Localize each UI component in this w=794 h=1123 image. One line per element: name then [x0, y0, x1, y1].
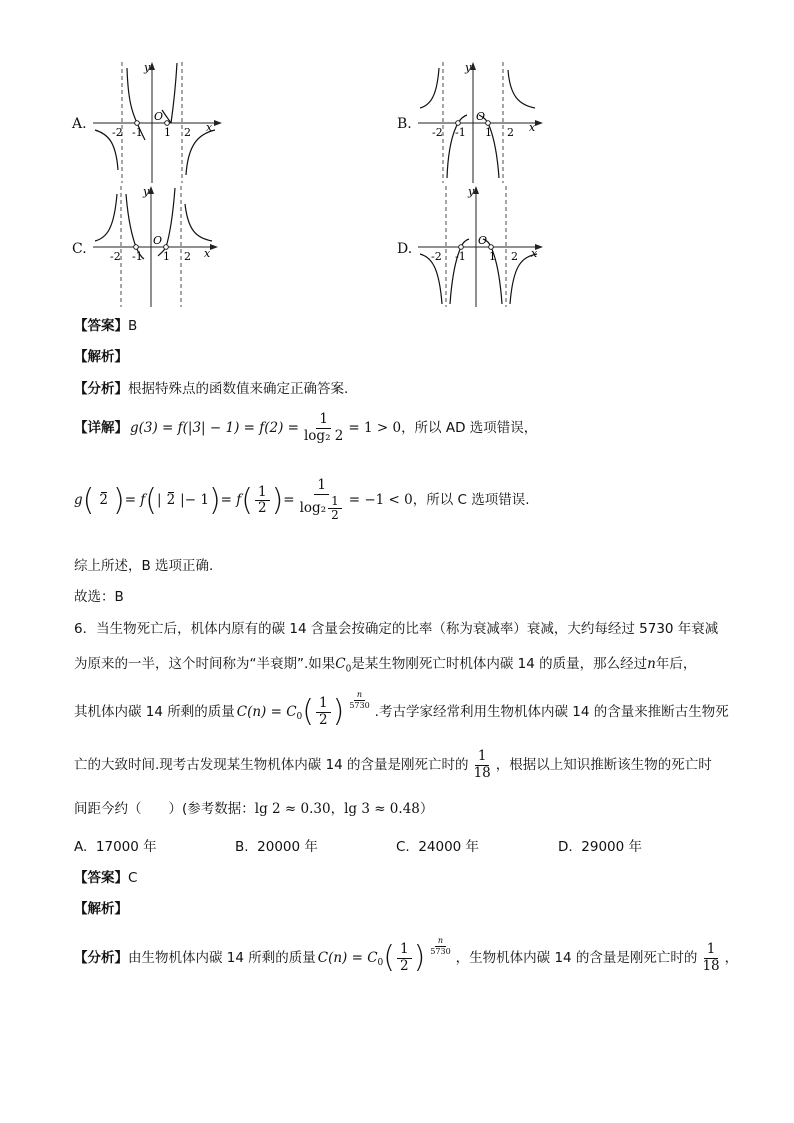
tick-label: 2 [184, 250, 191, 263]
q6-option-a[interactable]: A. 17000 年 [74, 839, 157, 855]
q6-line2: 为原来的一半，这个时间称为“半衰期”.如果$C_0$是某生物刚死亡时机体内碳 14 的质量，那么经过n年后， [74, 656, 697, 675]
q6-line5: 间距今约（ ）(参考数据：lg 2 ≈ 0.30，lg 3 ≈ 0.48） [74, 801, 434, 817]
tick-label: -1 [132, 126, 143, 139]
tick-label: 1 [163, 250, 170, 263]
y-axis-label: y [143, 185, 150, 198]
answer-value: B [128, 318, 138, 334]
q6-answer-line: 【答案】C [74, 870, 138, 886]
q5-choice: 故选：B [74, 589, 124, 605]
origin-label: O [478, 234, 488, 247]
tick-label: -2 [112, 126, 123, 139]
tick-label: 1 [164, 126, 171, 139]
tick-label: -1 [455, 250, 466, 263]
formula-g: g [74, 492, 83, 509]
x-arrow [214, 120, 222, 126]
tick-label: 1 [485, 126, 492, 139]
q6-option-d[interactable]: D. 29000 年 [558, 839, 643, 855]
fenxi-text: 根据特殊点的函数值来确定正确答案. [128, 381, 349, 397]
q6-line3: 其机体内碳 14 所剩的质量 C(n) = C 0 ( $\frac{1}{2}$ ) $\frac{n}{5730}$ .考古学家经常利用生物机体内碳 14 的含量来推断古生物死 [74, 690, 729, 729]
q6-fenxi-line: 【分析】 由生物机体内碳 14 所剩的质量 C(n) = C 0 ( $\frac{1}{2}$ ) $\frac{n}{5730}$ ，生物机体内碳 14 的含量是刚死亡时的 $\frac{1}{18}$ ， [74, 936, 739, 975]
tick-label: -1 [132, 250, 143, 263]
option-d-label: D. [397, 241, 413, 257]
origin-label: O [153, 234, 163, 247]
tick-label: 2 [511, 250, 518, 263]
q5-summary: 综上所述，B 选项正确. [74, 558, 214, 574]
tick-label: -1 [455, 126, 466, 139]
q6-option-b[interactable]: B. 20000 年 [235, 839, 318, 855]
answer-tag: 【答案】 [74, 318, 128, 334]
detail-tag: 【详解】 [74, 419, 128, 436]
graph-a [90, 60, 225, 185]
y-axis-label: y [144, 61, 151, 74]
q5-fenxi-line [74, 381, 348, 397]
q5-analysis-tag: 【解析】 [74, 349, 128, 365]
graph-b [415, 60, 550, 185]
tick-label: -2 [432, 126, 443, 139]
tick-label: 1 [489, 250, 496, 263]
frac-den-log: log₂ 2 [303, 427, 344, 444]
option-c-label: C. [72, 241, 87, 257]
formula-eq1: = 1 > 0 [348, 419, 402, 436]
q6-option-c[interactable]: C. 24000 年 [396, 839, 480, 855]
detail-line2-tail: ，所以 C 选项错误. [412, 492, 530, 509]
q5-answer-line [74, 318, 137, 334]
graph-c [90, 184, 225, 309]
fenxi-tag: 【分析】 [74, 381, 128, 397]
origin-label: O [476, 110, 486, 123]
q6-line1: 6．当生物死亡后，机体内原有的碳 14 含量会按确定的比率（称为衰减率）衰减，大约每经过 5730 年衰减 [74, 621, 719, 637]
x-axis-label: x [529, 121, 536, 134]
q6-analysis-tag: 【解析】 [74, 901, 128, 917]
x-axis-label: x [206, 121, 213, 134]
tick-label: -2 [431, 250, 442, 263]
tick-label: 2 [507, 126, 514, 139]
frac-num: 1 [316, 412, 331, 429]
option-b-label: B. [397, 116, 412, 132]
y-axis-label: y [465, 61, 472, 74]
tick-label: 2 [184, 126, 191, 139]
q5-detail-line2: g ( 2 ) = f ( | 2 | − 1 ) = f ( $\frac{1}{2}$ ) = 1 log₂ $\frac{1}{2}$ = −1 < 0 ，所以 C 选项错误. [74, 477, 530, 523]
q6-line4: 亡的大致时间.现考古发现某生物机体内碳 14 的含量是刚死亡时的 $\frac{1}{18}$ ，根据以上知识推断该生物的死亡时 [74, 748, 712, 781]
detail-line1-tail: ，所以 AD 选项错误， [401, 419, 538, 436]
option-a-label: A. [72, 116, 87, 132]
x-axis-label: x [531, 247, 538, 260]
q5-detail-line1 [74, 412, 537, 444]
graph-d [415, 184, 550, 309]
formula-g3: g(3) = f(|3| − 1) = f(2) = [130, 419, 299, 436]
tick-label: -2 [110, 250, 121, 263]
x-axis-label: x [204, 247, 211, 260]
y-axis-label: y [468, 185, 475, 198]
origin-label: O [154, 110, 164, 123]
